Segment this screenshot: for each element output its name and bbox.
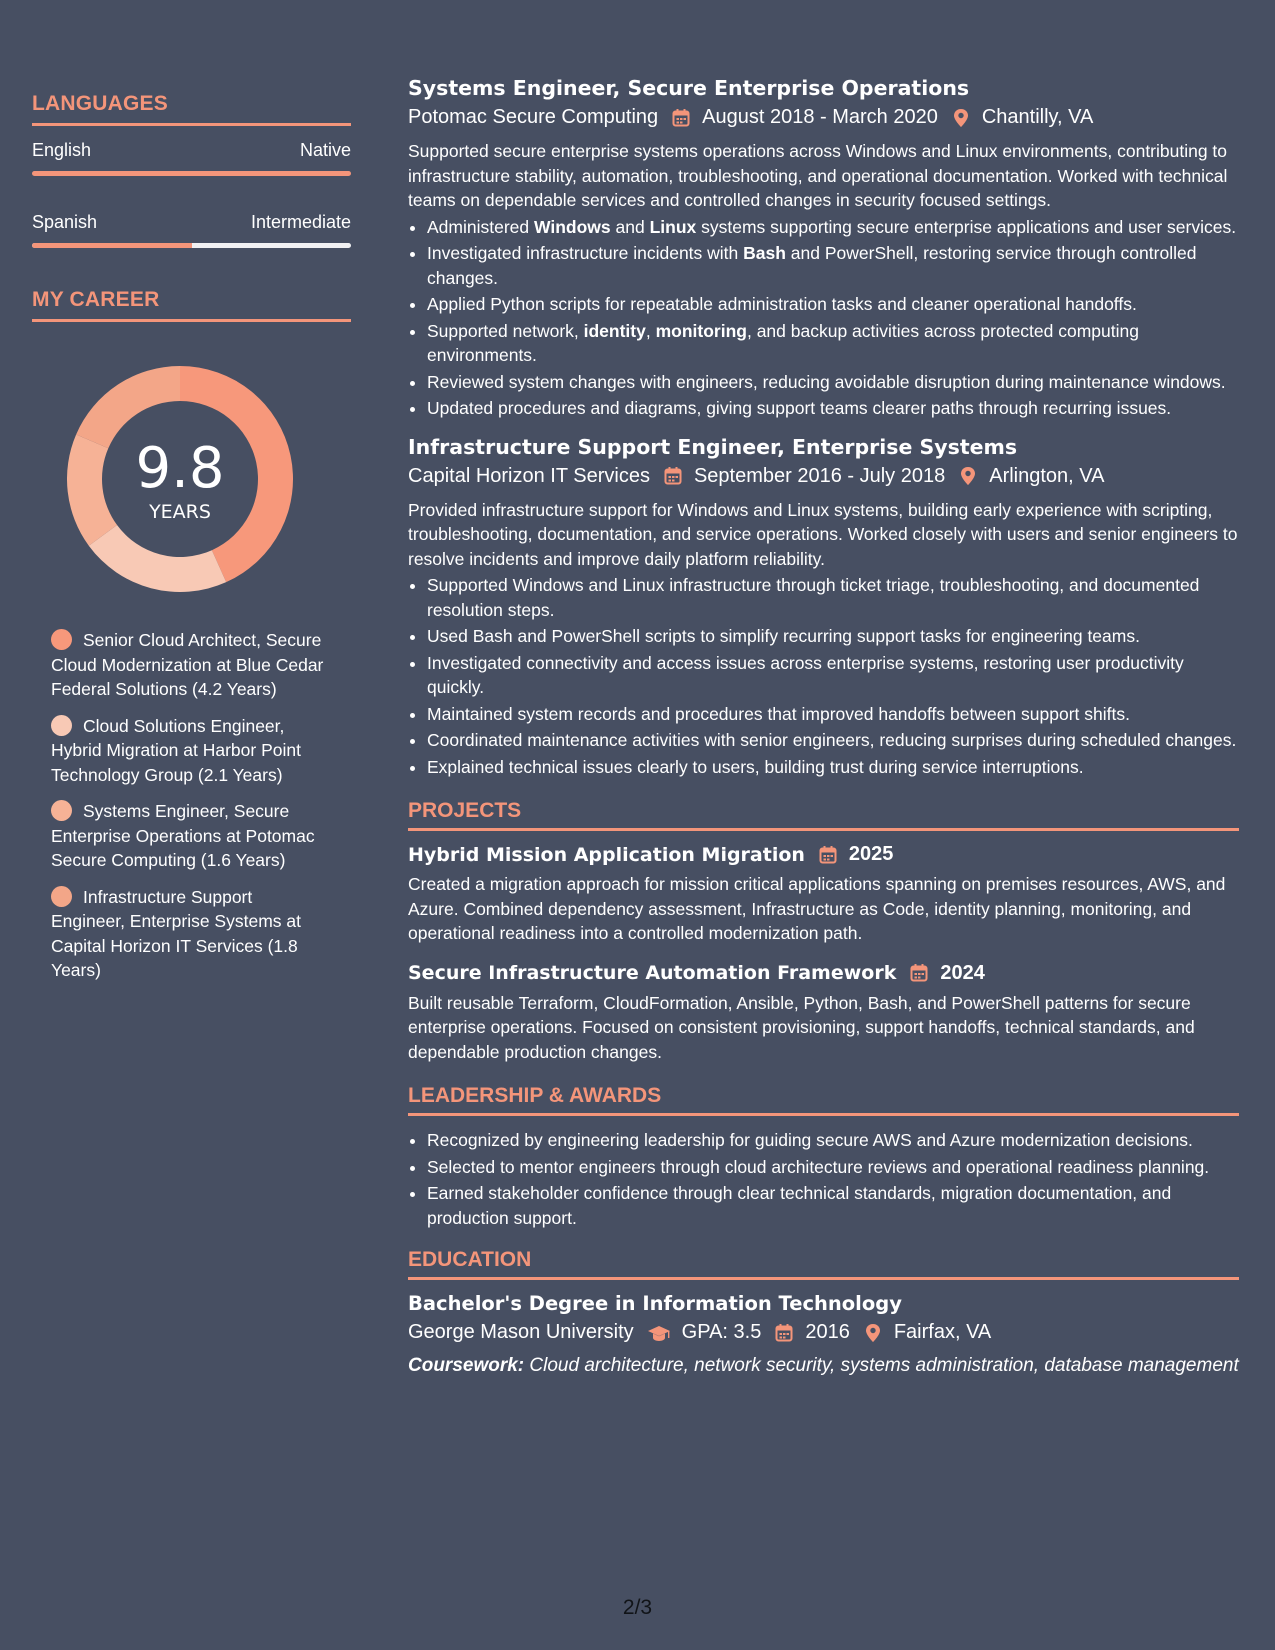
project-entry xyxy=(408,843,1239,946)
job-bullet: • Investigated infrastructure incidents with Bash and PowerShell, restoring service through controlled changes. xyxy=(427,241,1239,290)
project-title: Secure Infrastructure Automation Framework xyxy=(408,962,897,984)
job-summary: Supported secure enterprise systems operations across Windows and Linux environments, contributing to infrastructure stability, automation, troubleshooting, and operational documentation. Worked with technical teams on dependable services and controlled changes in security focused settings. xyxy=(408,141,1228,210)
leadership-bullet: • Earned stakeholder confidence through clear technical standards, migration documentation, and production support. xyxy=(427,1181,1239,1230)
leadership-bullet: • Selected to mentor engineers through cloud architecture reviews and operational readiness planning. xyxy=(427,1155,1239,1180)
job-bullet: • Explained technical issues clearly to users, building trust during service interruptions. xyxy=(427,755,1239,780)
project-description: Built reusable Terraform, CloudFormation, Ansible, Python, Bash, and PowerShell patterns for secure enterprise operations. Focused on consistent provisioning, support handoffs, technical standards, and dependable production changes. xyxy=(408,992,1195,1062)
job-dates: August 2018 - March 2020 xyxy=(702,106,938,128)
location-pin-icon xyxy=(958,466,978,486)
career-heading: MY CAREER xyxy=(32,288,351,322)
coursework xyxy=(408,1354,1239,1378)
job-bullets xyxy=(408,215,1239,421)
career-legend-item xyxy=(51,885,331,983)
company-name: Potomac Secure Computing xyxy=(408,106,659,128)
project-title-row xyxy=(408,962,1239,985)
page-number: 2/3 xyxy=(622,1596,653,1619)
career-legend-label: Senior Cloud Architect, Secure Cloud Modernization at Blue Cedar Federal Solutions (4.2 Years) xyxy=(51,630,324,699)
calendar-icon xyxy=(774,1323,794,1343)
school-name: George Mason University xyxy=(408,1321,634,1343)
graduation-cap-icon xyxy=(647,1323,671,1343)
job-dates: September 2016 - July 2018 xyxy=(693,464,946,487)
project-year: 2024 xyxy=(940,961,985,984)
career-legend-item xyxy=(51,714,331,788)
languages-heading: LANGUAGES xyxy=(32,92,351,126)
job-location: Arlington, VA xyxy=(989,464,1105,487)
job-bullets xyxy=(408,573,1239,779)
job-bullet: • Maintained system records and procedures that improved handoffs between support shifts. xyxy=(427,702,1239,727)
project-entry xyxy=(408,962,1239,1065)
education-location: Fairfax, VA xyxy=(893,1321,992,1343)
job-bullet: • Applied Python scripts for repeatable administration tasks and cleaner operational handoffs. xyxy=(427,292,1239,317)
calendar-icon xyxy=(663,466,683,486)
career-legend xyxy=(32,628,351,983)
job-bullet: • Investigated connectivity and access issues across enterprise systems, restoring user productivity quickly. xyxy=(427,651,1239,700)
sidebar xyxy=(32,92,351,995)
calendar-icon xyxy=(818,845,838,865)
legend-dot-icon xyxy=(51,800,72,821)
location-pin-icon xyxy=(951,108,971,128)
legend-dot-icon xyxy=(51,629,72,650)
project-year: 2025 xyxy=(848,843,894,865)
language-proficiency-fill xyxy=(32,243,192,248)
job-bullet: • Used Bash and PowerShell scripts to simplify recurring support tasks for engineering teams. xyxy=(427,624,1239,649)
legend-dot-icon xyxy=(51,886,72,907)
job-bullet: • Reviewed system changes with engineers, reducing avoidable disruption during maintenance windows. xyxy=(427,370,1239,395)
career-legend-label: Cloud Solutions Engineer, Hybrid Migration at Harbor Point Technology Group (2.1 Years) xyxy=(51,715,301,785)
calendar-icon xyxy=(909,963,929,983)
language-proficiency-bar xyxy=(32,171,351,176)
language-level: Intermediate xyxy=(250,212,351,232)
language-name: English xyxy=(32,140,92,160)
experience-entry xyxy=(408,435,1239,780)
coursework-label: Coursework: xyxy=(408,1355,525,1376)
language-name: Spanish xyxy=(32,212,98,232)
job-bullet: • Administered Windows and Linux systems supporting secure enterprise applications and user services. xyxy=(427,215,1239,240)
degree-title: Bachelor's Degree in Information Technology xyxy=(408,1292,902,1315)
language-item xyxy=(32,140,351,176)
language-proficiency-bar xyxy=(32,243,351,248)
career-legend-label: Systems Engineer, Secure Enterprise Operations at Potomac Secure Computing (1.6 Years) xyxy=(51,801,315,870)
language-level: Native xyxy=(299,140,351,160)
career-legend-item xyxy=(51,799,331,873)
project-title: Hybrid Mission Application Migration xyxy=(408,843,805,866)
main-content xyxy=(408,76,1239,1378)
career-donut-chart xyxy=(67,366,293,592)
gpa: GPA: 3.5 xyxy=(681,1321,762,1343)
job-bullet: • Supported Windows and Linux infrastructure through ticket triage, troubleshooting, and documented resolution steps. xyxy=(427,573,1239,622)
career-legend-item xyxy=(51,628,331,702)
job-meta xyxy=(408,106,1239,129)
education-meta xyxy=(408,1321,1239,1344)
job-bullet: • Updated procedures and diagrams, giving support teams clearer paths through recurring issues. xyxy=(427,396,1239,421)
education-heading: EDUCATION xyxy=(408,1248,1239,1280)
leadership-heading: LEADERSHIP & AWARDS xyxy=(408,1084,1239,1116)
calendar-icon xyxy=(671,108,691,128)
graduation-year: 2016 xyxy=(805,1321,850,1343)
company-name: Capital Horizon IT Services xyxy=(408,464,650,487)
career-total-unit: YEARS xyxy=(149,501,211,523)
job-title: Systems Engineer, Secure Enterprise Operations xyxy=(408,76,970,100)
project-description: Created a migration approach for mission critical applications spanning on premises resources, AWS, and Azure. Combined dependency assessment, Infrastructure as Code, identity planning, monitoring, and operational readiness into a controlled modernization path. xyxy=(408,874,1226,943)
job-bullet: • Coordinated maintenance activities with senior engineers, reducing surprises during scheduled changes. xyxy=(427,728,1239,753)
coursework-text: Cloud architecture, network security, systems administration, database management xyxy=(524,1355,1239,1376)
leadership-bullet: • Recognized by engineering leadership for guiding secure AWS and Azure modernization decisions. xyxy=(427,1128,1239,1153)
leadership-bullets xyxy=(408,1128,1239,1230)
experience-entry xyxy=(408,76,1239,421)
career-total-value: 9.8 xyxy=(135,436,225,501)
job-bullet: • Supported network, identity, monitoring, and backup activities across protected computing environments. xyxy=(427,319,1239,368)
language-proficiency-fill xyxy=(32,171,351,176)
legend-dot-icon xyxy=(51,715,72,736)
language-item xyxy=(32,212,351,248)
job-meta xyxy=(408,465,1239,488)
job-title: Infrastructure Support Engineer, Enterprise Systems xyxy=(408,434,1018,459)
projects-heading: PROJECTS xyxy=(408,799,1239,831)
location-pin-icon xyxy=(863,1323,883,1343)
job-location: Chantilly, VA xyxy=(981,106,1094,128)
project-title-row xyxy=(408,843,1239,866)
career-legend-label: Infrastructure Support Engineer, Enterprise Systems at Capital Horizon IT Services (1.8 Years) xyxy=(51,886,301,980)
job-summary: Provided infrastructure support for Windows and Linux systems, building early experience with scripting, troubleshooting, documentation, and service operations. Worked closely with users and senior engineers to resolve incidents and improve daily platform reliability. xyxy=(408,499,1238,569)
